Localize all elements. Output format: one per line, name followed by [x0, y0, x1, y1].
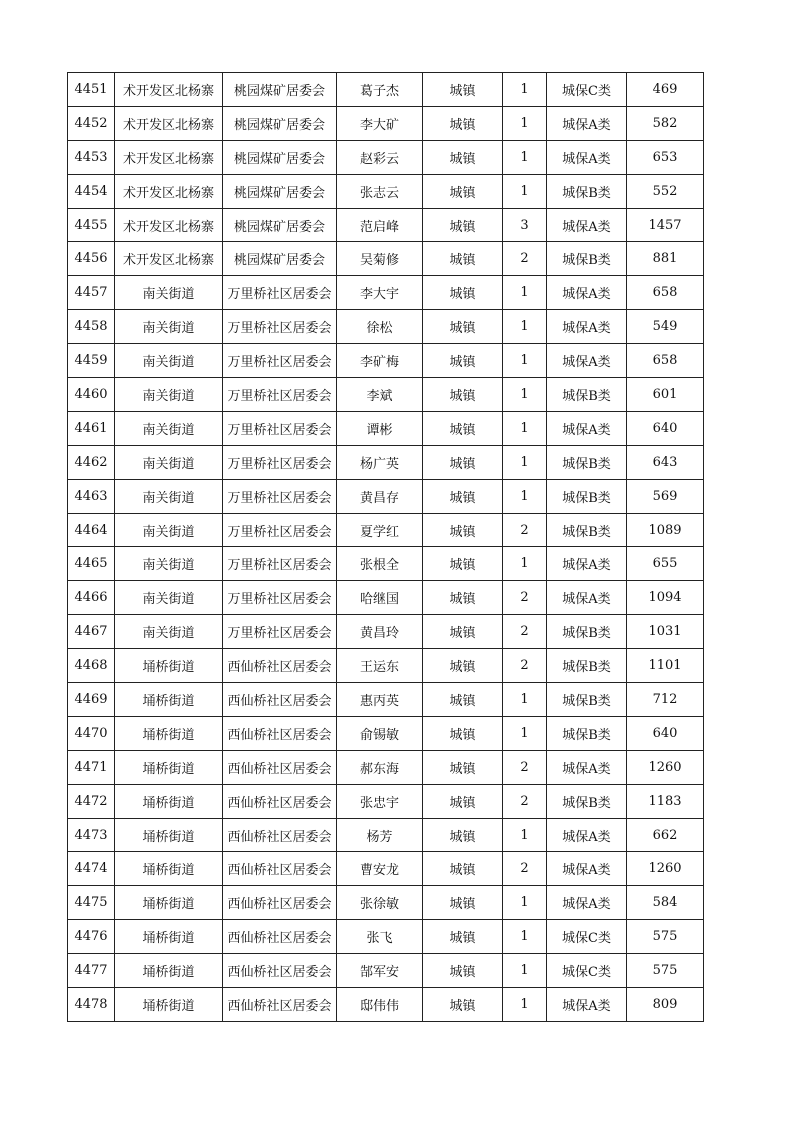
- table-row: [68, 242, 704, 276]
- community-cell: 桃园煤矿居委会: [223, 208, 337, 242]
- person-count-cell: 1: [503, 174, 547, 208]
- amount-cell: 549: [627, 310, 704, 344]
- person-count-cell: 1: [503, 73, 547, 107]
- community-cell: 万里桥社区居委会: [223, 581, 337, 615]
- household-type-cell: 城镇: [423, 920, 503, 954]
- amount-cell: 601: [627, 378, 704, 412]
- community-cell: 万里桥社区居委会: [223, 344, 337, 378]
- table-row: [68, 445, 704, 479]
- street-cell: 术开发区北杨寨: [115, 140, 223, 174]
- household-type-cell: 城镇: [423, 479, 503, 513]
- person-count-cell: 2: [503, 784, 547, 818]
- street-cell: 南关街道: [115, 581, 223, 615]
- table-row: [68, 378, 704, 412]
- record-id-cell: 4460: [68, 378, 115, 412]
- person-count-cell: 1: [503, 716, 547, 750]
- street-cell: 埇桥街道: [115, 683, 223, 717]
- amount-cell: 582: [627, 106, 704, 140]
- person-count-cell: 1: [503, 344, 547, 378]
- person-count-cell: 1: [503, 106, 547, 140]
- household-type-cell: 城镇: [423, 581, 503, 615]
- person-count-cell: 2: [503, 242, 547, 276]
- table-row: [68, 479, 704, 513]
- category-cell: 城保C类: [547, 954, 627, 988]
- category-cell: 城保A类: [547, 140, 627, 174]
- community-cell: 桃园煤矿居委会: [223, 106, 337, 140]
- record-id-cell: 4468: [68, 649, 115, 683]
- community-cell: 西仙桥社区居委会: [223, 750, 337, 784]
- person-count-cell: 3: [503, 208, 547, 242]
- category-cell: 城保A类: [547, 988, 627, 1022]
- amount-cell: 552: [627, 174, 704, 208]
- household-type-cell: 城镇: [423, 310, 503, 344]
- community-cell: 万里桥社区居委会: [223, 276, 337, 310]
- household-type-cell: 城镇: [423, 73, 503, 107]
- name-cell: 黄昌存: [337, 479, 423, 513]
- community-cell: 桃园煤矿居委会: [223, 140, 337, 174]
- table-row: [68, 716, 704, 750]
- community-cell: 桃园煤矿居委会: [223, 242, 337, 276]
- amount-cell: 1183: [627, 784, 704, 818]
- table-row: [68, 174, 704, 208]
- record-id-cell: 4464: [68, 513, 115, 547]
- person-count-cell: 1: [503, 683, 547, 717]
- street-cell: 术开发区北杨寨: [115, 73, 223, 107]
- household-type-cell: 城镇: [423, 886, 503, 920]
- amount-cell: 643: [627, 445, 704, 479]
- person-count-cell: 1: [503, 988, 547, 1022]
- category-cell: 城保B类: [547, 649, 627, 683]
- community-cell: 西仙桥社区居委会: [223, 920, 337, 954]
- amount-cell: 575: [627, 920, 704, 954]
- amount-cell: 569: [627, 479, 704, 513]
- household-type-cell: 城镇: [423, 242, 503, 276]
- street-cell: 南关街道: [115, 513, 223, 547]
- community-cell: 西仙桥社区居委会: [223, 649, 337, 683]
- record-id-cell: 4463: [68, 479, 115, 513]
- name-cell: 俞锡敏: [337, 716, 423, 750]
- amount-cell: 584: [627, 886, 704, 920]
- household-type-cell: 城镇: [423, 615, 503, 649]
- record-id-cell: 4452: [68, 106, 115, 140]
- community-cell: 西仙桥社区居委会: [223, 716, 337, 750]
- amount-cell: 469: [627, 73, 704, 107]
- table-row: [68, 615, 704, 649]
- category-cell: 城保A类: [547, 276, 627, 310]
- household-type-cell: 城镇: [423, 513, 503, 547]
- table-row: [68, 310, 704, 344]
- street-cell: 埇桥街道: [115, 818, 223, 852]
- table-row: [68, 818, 704, 852]
- category-cell: 城保A类: [547, 106, 627, 140]
- household-type-cell: 城镇: [423, 378, 503, 412]
- household-type-cell: 城镇: [423, 140, 503, 174]
- street-cell: 南关街道: [115, 615, 223, 649]
- table-row: [68, 750, 704, 784]
- amount-cell: 662: [627, 818, 704, 852]
- household-type-cell: 城镇: [423, 174, 503, 208]
- table-row: [68, 954, 704, 988]
- community-cell: 桃园煤矿居委会: [223, 73, 337, 107]
- community-cell: 桃园煤矿居委会: [223, 174, 337, 208]
- name-cell: 杨广英: [337, 445, 423, 479]
- person-count-cell: 1: [503, 479, 547, 513]
- household-type-cell: 城镇: [423, 784, 503, 818]
- name-cell: 杨芳: [337, 818, 423, 852]
- category-cell: 城保A类: [547, 581, 627, 615]
- category-cell: 城保B类: [547, 174, 627, 208]
- amount-cell: 712: [627, 683, 704, 717]
- person-count-cell: 1: [503, 411, 547, 445]
- table-row: [68, 683, 704, 717]
- amount-cell: 1101: [627, 649, 704, 683]
- person-count-cell: 1: [503, 378, 547, 412]
- street-cell: 南关街道: [115, 479, 223, 513]
- category-cell: 城保A类: [547, 310, 627, 344]
- category-cell: 城保B类: [547, 445, 627, 479]
- record-id-cell: 4478: [68, 988, 115, 1022]
- household-type-cell: 城镇: [423, 106, 503, 140]
- record-id-cell: 4472: [68, 784, 115, 818]
- name-cell: 李大矿: [337, 106, 423, 140]
- street-cell: 埇桥街道: [115, 784, 223, 818]
- community-cell: 西仙桥社区居委会: [223, 683, 337, 717]
- street-cell: 埇桥街道: [115, 920, 223, 954]
- person-count-cell: 2: [503, 750, 547, 784]
- household-type-cell: 城镇: [423, 818, 503, 852]
- amount-cell: 655: [627, 547, 704, 581]
- person-count-cell: 1: [503, 547, 547, 581]
- amount-cell: 881: [627, 242, 704, 276]
- street-cell: 埇桥街道: [115, 886, 223, 920]
- record-id-cell: 4475: [68, 886, 115, 920]
- amount-cell: 658: [627, 276, 704, 310]
- category-cell: 城保B类: [547, 716, 627, 750]
- amount-cell: 809: [627, 988, 704, 1022]
- category-cell: 城保A类: [547, 208, 627, 242]
- community-cell: 万里桥社区居委会: [223, 513, 337, 547]
- community-cell: 万里桥社区居委会: [223, 445, 337, 479]
- community-cell: 西仙桥社区居委会: [223, 988, 337, 1022]
- amount-cell: 653: [627, 140, 704, 174]
- amount-cell: 640: [627, 716, 704, 750]
- name-cell: 郝东海: [337, 750, 423, 784]
- street-cell: 南关街道: [115, 378, 223, 412]
- record-id-cell: 4465: [68, 547, 115, 581]
- community-cell: 西仙桥社区居委会: [223, 818, 337, 852]
- street-cell: 埇桥街道: [115, 716, 223, 750]
- record-id-cell: 4451: [68, 73, 115, 107]
- street-cell: 术开发区北杨寨: [115, 174, 223, 208]
- name-cell: 范启峰: [337, 208, 423, 242]
- record-id-cell: 4453: [68, 140, 115, 174]
- street-cell: 埇桥街道: [115, 750, 223, 784]
- street-cell: 南关街道: [115, 310, 223, 344]
- category-cell: 城保B类: [547, 378, 627, 412]
- person-count-cell: 1: [503, 140, 547, 174]
- person-count-cell: 2: [503, 513, 547, 547]
- name-cell: 谭彬: [337, 411, 423, 445]
- category-cell: 城保B类: [547, 242, 627, 276]
- community-cell: 西仙桥社区居委会: [223, 852, 337, 886]
- table-row: [68, 140, 704, 174]
- household-type-cell: 城镇: [423, 276, 503, 310]
- household-type-cell: 城镇: [423, 649, 503, 683]
- table-row: [68, 649, 704, 683]
- amount-cell: 1089: [627, 513, 704, 547]
- category-cell: 城保A类: [547, 411, 627, 445]
- household-type-cell: 城镇: [423, 683, 503, 717]
- record-id-cell: 4461: [68, 411, 115, 445]
- category-cell: 城保C类: [547, 73, 627, 107]
- person-count-cell: 1: [503, 920, 547, 954]
- record-id-cell: 4470: [68, 716, 115, 750]
- amount-cell: 1260: [627, 750, 704, 784]
- table-row: [68, 784, 704, 818]
- category-cell: 城保C类: [547, 920, 627, 954]
- table-body: [68, 73, 704, 1022]
- person-count-cell: 1: [503, 445, 547, 479]
- community-cell: 万里桥社区居委会: [223, 547, 337, 581]
- street-cell: 南关街道: [115, 445, 223, 479]
- community-cell: 西仙桥社区居委会: [223, 886, 337, 920]
- name-cell: 赵彩云: [337, 140, 423, 174]
- person-count-cell: 2: [503, 852, 547, 886]
- amount-cell: 575: [627, 954, 704, 988]
- record-id-cell: 4458: [68, 310, 115, 344]
- category-cell: 城保A类: [547, 750, 627, 784]
- person-count-cell: 2: [503, 581, 547, 615]
- amount-cell: 658: [627, 344, 704, 378]
- table-row: [68, 988, 704, 1022]
- street-cell: 南关街道: [115, 344, 223, 378]
- category-cell: 城保B类: [547, 479, 627, 513]
- category-cell: 城保A类: [547, 886, 627, 920]
- community-cell: 万里桥社区居委会: [223, 310, 337, 344]
- record-id-cell: 4455: [68, 208, 115, 242]
- name-cell: 李矿梅: [337, 344, 423, 378]
- street-cell: 埇桥街道: [115, 852, 223, 886]
- name-cell: 黄昌玲: [337, 615, 423, 649]
- record-id-cell: 4466: [68, 581, 115, 615]
- record-id-cell: 4473: [68, 818, 115, 852]
- category-cell: 城保B类: [547, 784, 627, 818]
- table-row: [68, 852, 704, 886]
- record-id-cell: 4474: [68, 852, 115, 886]
- table-row: [68, 411, 704, 445]
- record-id-cell: 4456: [68, 242, 115, 276]
- record-id-cell: 4469: [68, 683, 115, 717]
- community-cell: 万里桥社区居委会: [223, 411, 337, 445]
- beneficiary-table: [67, 72, 704, 1022]
- household-type-cell: 城镇: [423, 445, 503, 479]
- record-id-cell: 4467: [68, 615, 115, 649]
- name-cell: 曹安龙: [337, 852, 423, 886]
- person-count-cell: 2: [503, 649, 547, 683]
- name-cell: 哈继国: [337, 581, 423, 615]
- street-cell: 术开发区北杨寨: [115, 208, 223, 242]
- name-cell: 李斌: [337, 378, 423, 412]
- name-cell: 李大宇: [337, 276, 423, 310]
- name-cell: 郜军安: [337, 954, 423, 988]
- table-row: [68, 920, 704, 954]
- table-row: [68, 513, 704, 547]
- amount-cell: 1457: [627, 208, 704, 242]
- category-cell: 城保B类: [547, 513, 627, 547]
- person-count-cell: 1: [503, 310, 547, 344]
- street-cell: 南关街道: [115, 276, 223, 310]
- community-cell: 西仙桥社区居委会: [223, 784, 337, 818]
- table-row: [68, 73, 704, 107]
- household-type-cell: 城镇: [423, 716, 503, 750]
- table-row: [68, 276, 704, 310]
- name-cell: 惠丙英: [337, 683, 423, 717]
- record-id-cell: 4459: [68, 344, 115, 378]
- name-cell: 邸伟伟: [337, 988, 423, 1022]
- name-cell: 吴菊修: [337, 242, 423, 276]
- category-cell: 城保A类: [547, 852, 627, 886]
- person-count-cell: 1: [503, 818, 547, 852]
- street-cell: 南关街道: [115, 411, 223, 445]
- amount-cell: 640: [627, 411, 704, 445]
- name-cell: 夏学红: [337, 513, 423, 547]
- name-cell: 张根全: [337, 547, 423, 581]
- household-type-cell: 城镇: [423, 954, 503, 988]
- street-cell: 术开发区北杨寨: [115, 106, 223, 140]
- table-row: [68, 344, 704, 378]
- household-type-cell: 城镇: [423, 988, 503, 1022]
- person-count-cell: 1: [503, 276, 547, 310]
- household-type-cell: 城镇: [423, 411, 503, 445]
- community-cell: 万里桥社区居委会: [223, 479, 337, 513]
- street-cell: 埇桥街道: [115, 988, 223, 1022]
- category-cell: 城保B类: [547, 683, 627, 717]
- name-cell: 葛子杰: [337, 73, 423, 107]
- category-cell: 城保A类: [547, 547, 627, 581]
- record-id-cell: 4476: [68, 920, 115, 954]
- category-cell: 城保A类: [547, 344, 627, 378]
- record-id-cell: 4471: [68, 750, 115, 784]
- record-id-cell: 4462: [68, 445, 115, 479]
- category-cell: 城保B类: [547, 615, 627, 649]
- category-cell: 城保A类: [547, 818, 627, 852]
- street-cell: 埇桥街道: [115, 649, 223, 683]
- person-count-cell: 2: [503, 615, 547, 649]
- table-row: [68, 581, 704, 615]
- table-row: [68, 106, 704, 140]
- street-cell: 南关街道: [115, 547, 223, 581]
- household-type-cell: 城镇: [423, 547, 503, 581]
- amount-cell: 1031: [627, 615, 704, 649]
- table-row: [68, 886, 704, 920]
- person-count-cell: 1: [503, 954, 547, 988]
- household-type-cell: 城镇: [423, 344, 503, 378]
- household-type-cell: 城镇: [423, 750, 503, 784]
- street-cell: 埇桥街道: [115, 954, 223, 988]
- household-type-cell: 城镇: [423, 208, 503, 242]
- name-cell: 徐松: [337, 310, 423, 344]
- record-id-cell: 4457: [68, 276, 115, 310]
- table-row: [68, 547, 704, 581]
- record-id-cell: 4454: [68, 174, 115, 208]
- amount-cell: 1260: [627, 852, 704, 886]
- name-cell: 张忠宇: [337, 784, 423, 818]
- amount-cell: 1094: [627, 581, 704, 615]
- record-id-cell: 4477: [68, 954, 115, 988]
- person-count-cell: 1: [503, 886, 547, 920]
- name-cell: 张志云: [337, 174, 423, 208]
- name-cell: 张飞: [337, 920, 423, 954]
- community-cell: 万里桥社区居委会: [223, 378, 337, 412]
- name-cell: 王运东: [337, 649, 423, 683]
- table-row: [68, 208, 704, 242]
- street-cell: 术开发区北杨寨: [115, 242, 223, 276]
- name-cell: 张徐敏: [337, 886, 423, 920]
- household-type-cell: 城镇: [423, 852, 503, 886]
- community-cell: 万里桥社区居委会: [223, 615, 337, 649]
- community-cell: 西仙桥社区居委会: [223, 954, 337, 988]
